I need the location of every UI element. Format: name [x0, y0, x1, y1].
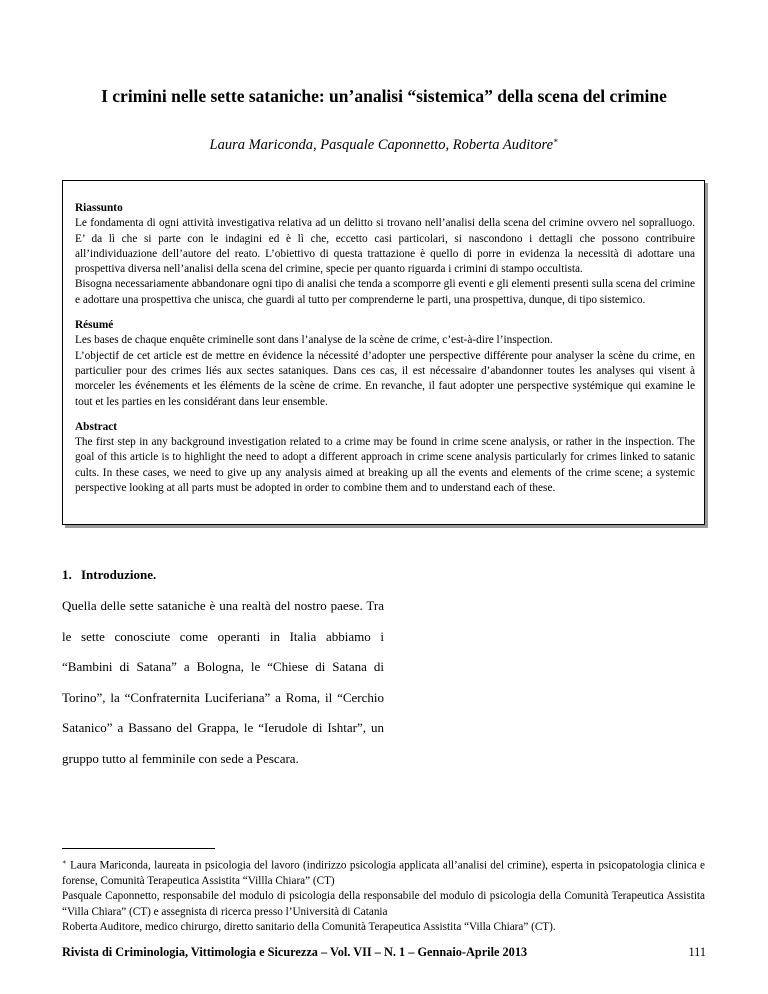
- section-title: Introduzione.: [81, 567, 157, 582]
- abstract-box: [62, 180, 705, 525]
- footnote: [62, 855, 705, 935]
- abstract-paragraph: Le fondamenta di ogni attività investigativa relativa ad un delitto si trovano nell’analisi della scena del crimine ovvero nel sopralluogo. E’ da lì che si parte con le indagini ed è lì che, eccetto casi particolari, si nascondono i dettagli che possono contribuire all’individuazione dell’autore del reato. L’obiettivo di questa trattazione è quello di porre in evidenza la necessità di adottare una prospettiva diversa nell’analisi della scena del crimine, specie per quanto riguarda i crimini di stampo occultista.: [75, 217, 695, 276]
- abstract-section-abstract: [75, 420, 695, 496]
- abstract-paragraph: L’objectif de cet article est de mettre en évidence la nécessité d’adopter une perspective différente pour analyser la scène du crime, en particulier pour des crimes liés aux sectes sataniques. Dans ces cas, il est nécessaire d’abandonner toutes les analyses qui visent à morceler les événements et les éléments de la scène de crime. En revanche, il faut adopter une perspective systémique qui examine le tout et les parties en les considérant dans leur ensemble.: [75, 349, 695, 408]
- footnote-line: Roberta Auditore, medico chirurgo, diretto sanitario della Comunità Terapeutica Assistita “Villa Chiara” (CT).: [62, 920, 556, 933]
- journal-footer: Rivista di Criminologia, Vittimologia e Sicurezza – Vol. VII – N. 1 – Gennaio-Aprile 2013: [62, 945, 528, 959]
- intro-paragraph: Quella delle sette sataniche è una realtà del nostro paese. Tra le sette conosciute come operanti in Italia abbiamo i “Bambini di Satana” a Bologna, le “Chiese di Satana di Torino”, la “Confraternita Luciferiana” a Roma, il “Cerchio Satanico” a Bassano del Grappa, le “Ierudole di Ishtar”, un gruppo tutto al femminile con sede a Pescara.: [62, 598, 384, 766]
- article-title: I crimini nelle sette sataniche: un’analisi “sistemica” della scena del crimine: [101, 86, 667, 106]
- footnote-mark: ∗: [62, 858, 67, 866]
- section-number: 1.: [62, 567, 72, 582]
- section-heading: Riassunto: [75, 202, 123, 214]
- footnote-divider: [62, 848, 215, 849]
- section-heading: Résumé: [75, 319, 114, 332]
- page-number: 111: [688, 945, 706, 959]
- abstract-paragraph: Les bases de chaque enquête criminelle sont dans l’analyse de la scène de crime, c’est-à-dire l’inspection.: [75, 334, 553, 347]
- abstract-paragraph: The first step in any background investigation related to a crime may be found in crime scene analysis, or rather in the inspection. The goal of this article is to highlight the need to adopt a different approach in crime scene analysis particularly for crimes linked to satanic cults. In these cases, we need to give up any analysis aimed at breaking up all the events and elements of the crime scene; a systemic perspective looking at all parts must be adopted in order to combine them and to understand each of these.: [75, 436, 695, 495]
- intro-heading: [62, 567, 156, 583]
- abstract-section-resume: [75, 318, 695, 410]
- footnote-line: Pasquale Caponnetto, responsabile del modulo di psicologia della responsabile del modulo di psicologia della Comunità Terapeutica Assistita “Villa Chiara” (CT) e assegnista di ricerca presso l’Università di Catania: [62, 890, 705, 918]
- author-footnote-mark: ∗: [553, 136, 559, 145]
- abstract-section-riassunto: [75, 201, 695, 308]
- abstract-paragraph: Bisogna necessariamente abbandonare ogni tipo di analisi che tenda a scomporre gli eventi e gli elementi presenti sulla scena del crimine e adottare una prospettiva che unisca, che guardi al tutto per comprenderne le parti, una prospettiva, dunque, di tipo sistemico.: [75, 278, 695, 306]
- section-heading: Abstract: [75, 420, 118, 433]
- authors-names: Laura Mariconda, Pasquale Caponnetto, Roberta Auditore: [209, 136, 554, 153]
- footnote-line: Laura Mariconda, laureata in psicologia del lavoro (indirizzo psicologia applicata all’analisi del crimine), esperta in psicopatologia clinica e forense, Comunità Terapeutica Assistita “Villla Chiara” (CT): [62, 859, 705, 888]
- author-line: [0, 136, 768, 154]
